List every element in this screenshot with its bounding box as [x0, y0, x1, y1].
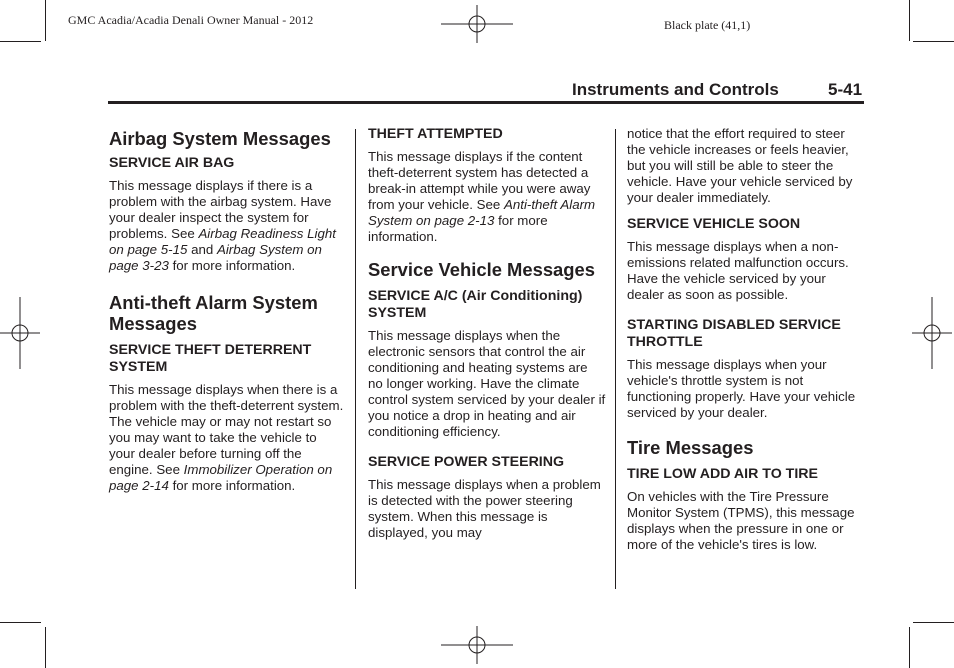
- crop-mark: [909, 0, 910, 41]
- crop-mark: [0, 41, 41, 42]
- tire-low-heading: TIRE LOW ADD AIR TO TIRE: [627, 466, 818, 482]
- crop-mark: [913, 622, 954, 623]
- page-number: 5-41: [828, 80, 863, 99]
- power-steering-continued: notice that the effort required to steer the vehicle increases or feels heavier, but you will still be able to steer the vehicle. Have your vehicle serviced by your dealer immediately.: [627, 126, 853, 205]
- crop-mark: [45, 0, 46, 41]
- antitheft-heading: Anti-theft Alarm System Messages: [109, 292, 318, 334]
- starting-disabled-heading: STARTING DISABLED SERVICE THROTTLE: [627, 317, 841, 350]
- crop-mark: [45, 627, 46, 668]
- theft-attempted-heading: THEFT ATTEMPTED: [368, 126, 503, 142]
- theft-deterrent-text: This message displays when there is a problem with the theft-deterrent system. The vehicle may or may not restart so you may want to take the vehicle to your dealer before turning off the engine. See Immobilizer Operation on page 2‑14 for more information.: [109, 382, 344, 493]
- plate-label: Black plate (41,1): [664, 18, 751, 32]
- service-soon-text: This message displays when a non-emissions related malfunction occurs. Have the vehicle serviced by your dealer as soon as possible.: [627, 239, 849, 302]
- crop-mark: [913, 41, 954, 42]
- xref-link[interactable]: Airbag System on page 3‑23: [109, 242, 322, 273]
- power-steering-heading: SERVICE POWER STEERING: [368, 454, 565, 470]
- xref-link[interactable]: Anti-theft Alarm System on page 2‑13: [368, 197, 596, 228]
- crop-mark: [0, 622, 41, 623]
- crop-mark: [909, 627, 910, 668]
- service-air-bag-heading: SERVICE AIR BAG: [109, 155, 235, 171]
- power-steering-text: This message displays when a problem is detected with the power steering system. When this message is displayed, you may: [368, 477, 601, 540]
- column-2: [368, 126, 606, 555]
- service-air-bag-text: This message displays if there is a problem with the airbag system. Have your dealer inspect the system for problems. See Airbag Readiness Light on page 5‑15 and Airbag System on page 3‑23 for more information.: [109, 178, 336, 273]
- column-divider: [615, 129, 616, 589]
- service-vehicle-heading: Service Vehicle Messages: [368, 259, 595, 280]
- column-3: [627, 126, 865, 567]
- service-ac-text: This message displays when the electronic sensors that control the air conditioning and heating systems are no longer working. Have the climate control system serviced by your dealer if you notice a drop in heating and air conditioning efficiency.: [368, 328, 606, 439]
- xref-link[interactable]: Airbag Readiness Light on page 5‑15: [109, 226, 336, 257]
- section-title: Instruments and Controls: [572, 80, 779, 99]
- xref-link[interactable]: Immobilizer Operation on page 2‑14: [109, 462, 333, 493]
- service-ac-heading: SERVICE A/C (Air Conditioning) SYSTEM: [368, 288, 583, 321]
- registration-mark-right: [912, 297, 952, 369]
- registration-mark-top: [441, 5, 513, 43]
- throttle-text: This message displays when your vehicle's throttle system is not functioning properly. Have your vehicle serviced by your dealer.: [627, 357, 856, 420]
- tire-text: On vehicles with the Tire Pressure Monitor System (TPMS), this message displays when the pressure in one or more of the vehicle's tires is low.: [627, 489, 855, 552]
- manual-title: GMC Acadia/Acadia Denali Owner Manual - 2012: [68, 13, 314, 27]
- registration-mark-left: [0, 297, 40, 369]
- registration-mark-bottom: [441, 626, 513, 664]
- airbag-heading: Airbag System Messages: [109, 128, 331, 149]
- header-rule: [108, 101, 864, 104]
- column-1: [109, 126, 345, 508]
- column-divider: [355, 129, 356, 589]
- theft-deterrent-heading: SERVICE THEFT DETERRENT SYSTEM: [109, 342, 312, 375]
- tire-heading: Tire Messages: [627, 437, 754, 458]
- service-soon-heading: SERVICE VEHICLE SOON: [627, 216, 801, 232]
- theft-attempted-text: This message displays if the content theft-deterrent system has detected a break-in attempt while you were away from your vehicle. See Anti-theft Alarm System on page 2‑13 for more information.: [368, 149, 596, 244]
